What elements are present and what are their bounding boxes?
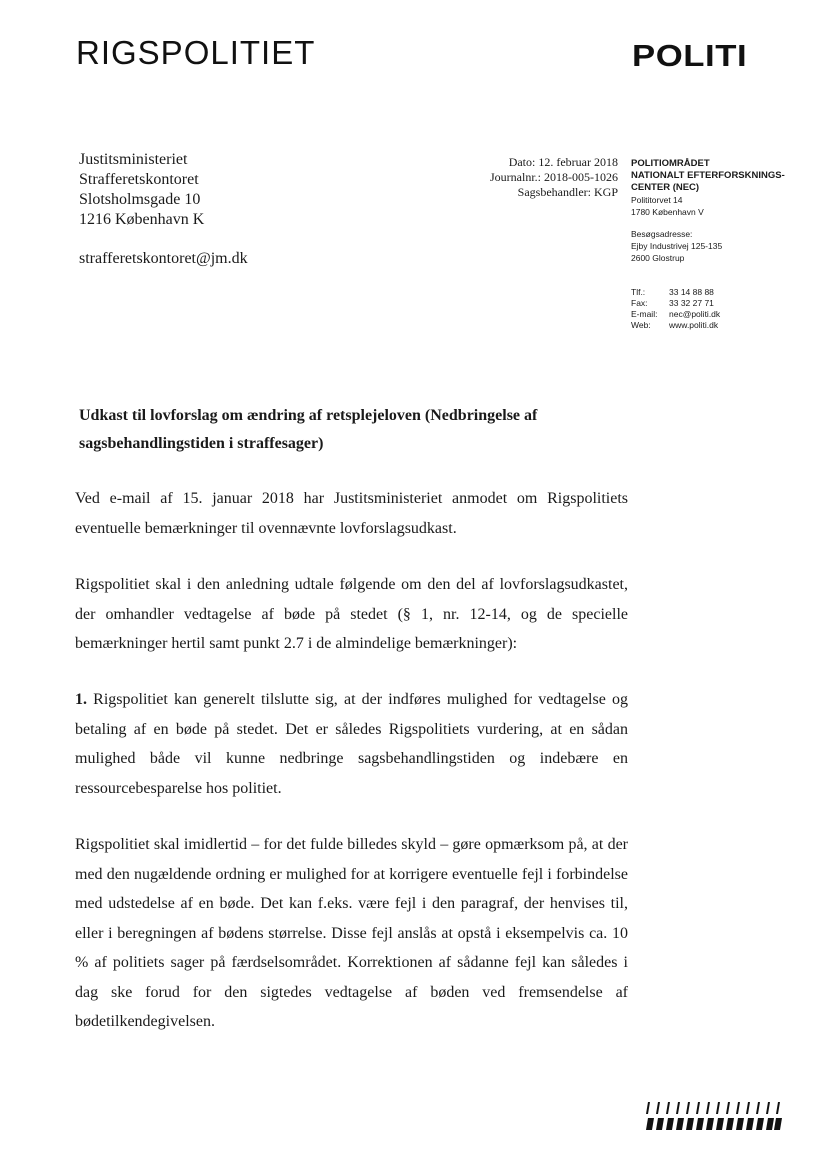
sender-address-line: 1780 København V: [631, 207, 704, 217]
contact-label: Tlf.:: [631, 287, 646, 297]
contact-label: E-mail:: [631, 309, 658, 319]
meta-handler: Sagsbehandler: KGP: [517, 185, 618, 199]
visit-line: Ejby Industrivej 125-135: [631, 241, 723, 251]
contact-row: [631, 309, 720, 320]
visit-line: 2600 Glostrup: [631, 253, 685, 263]
letter-subject: Udkast til lovforslag om ændring af retsplejeloven (Nedbringelse af sagsbehandlingstiden i straffesager): [79, 407, 538, 452]
contact-value: nec@politi.dk: [669, 309, 721, 319]
recipient-line: Justitsministeriet: [79, 151, 188, 168]
sender-title-line: POLITIOMRÅDET: [631, 158, 710, 169]
body-paragraph-1: Ved e-mail af 15. januar 2018 har Justitsministeriet anmodet om Rigspolitiets eventuelle bemærkninger til ovennævnte lovforslagsudkast.: [75, 490, 628, 537]
recipient-line: Slotsholmsgade 10: [79, 191, 201, 208]
sender-contact: [631, 287, 720, 331]
contact-label: Web:: [631, 320, 651, 330]
recipient-line: Strafferetskontoret: [79, 171, 199, 188]
contact-row: [631, 287, 720, 298]
recipient-line: 1216 København K: [79, 211, 205, 228]
sender-title-line: NATIONALT EFTERFORSKNINGS-: [631, 170, 785, 181]
sender-unit: [631, 158, 785, 264]
rigspolitiet-logo: RIGSPOLITIET: [76, 34, 316, 71]
contact-row: [631, 320, 720, 331]
paragraph-text: Rigspolitiet kan generelt tilslutte sig, at der indføres mulighed for vedtagelse og betaling af en bøde på stedet. Det er således Rigspolitiets vurdering, at en sådan mulighed både vil kunne nedbringe sagsbehandlingstiden og indebære en ressourcebesparelse hos politiet.: [75, 691, 628, 797]
document-meta: [470, 155, 618, 200]
body-paragraph-4: Rigspolitiet skal imidlertid – for det fulde billedes skyld – gøre opmærksom på, at der med den nugældende ordning er mulighed for at korrigere eventuelle fejl i forbindelse med udstedelse af en bøde. Det kan f.eks. være fejl i den paragraf, der henvises til, eller i beregningen af bødens størrelse. Disse fejl anslås at opstå i eksempelvis ca. 10 % af politiets sager på færdselsområdet. Korrektionen af sådanne fejl kan således i dag ske forud for den sigtedes vedtagelse af bøden ved fremsendelse af bødetilkendegivelsen.: [75, 836, 628, 1030]
sender-address-line: Polititorvet 14: [631, 195, 683, 205]
visit-label: Besøgsadresse:: [631, 229, 693, 239]
sender-title-line: CENTER (NEC): [631, 182, 700, 193]
police-stripe-pattern: [646, 1098, 782, 1138]
body-paragraph-3: [75, 685, 628, 803]
body-paragraph-2: Rigspolitiet skal i den anledning udtale følgende om den del af lovforslagsudkastet, der omhandler vedtagelse af bøde på stedet (§ 1, nr. 12-14, og de specielle bemærkninger hertil samt punkt 2.7 i de almindelige bemærkninger):: [75, 576, 628, 652]
meta-date: Dato: 12. februar 2018: [508, 155, 618, 169]
contact-value: www.politi.dk: [669, 320, 719, 330]
recipient-email: strafferetskontoret@jm.dk: [79, 250, 248, 267]
meta-journal: Journalnr.: 2018-005-1026: [490, 170, 618, 184]
paragraph-number: 1.: [75, 691, 87, 708]
contact-value: 33 14 88 88: [669, 287, 714, 297]
contact-row: [631, 298, 720, 309]
recipient-address: [79, 150, 204, 230]
contact-value: 33 32 27 71: [669, 298, 714, 308]
politi-logo: POLITI: [632, 38, 748, 73]
contact-label: Fax:: [631, 298, 648, 308]
